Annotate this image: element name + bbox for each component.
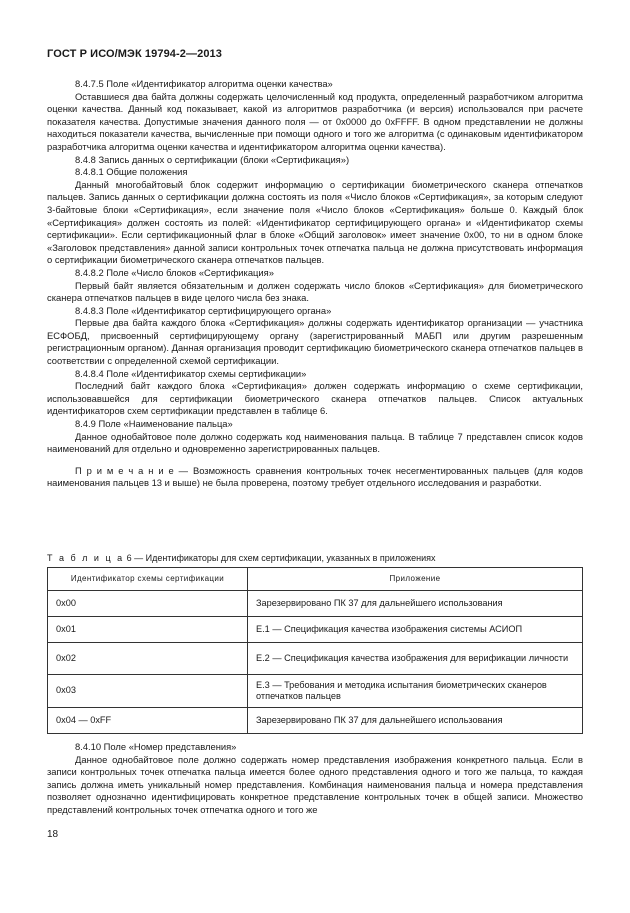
table-cell-identifier: 0x01 — [48, 617, 248, 643]
table-cell-annex: Е.3 — Требования и методика испытания биометрических сканеров отпечатков пальцев — [248, 675, 583, 708]
table-cell-identifier: 0x00 — [48, 591, 248, 617]
section-heading-8-4-8-1: 8.4.8.1 Общие положения — [75, 166, 188, 178]
table-row — [48, 675, 583, 708]
table-cell-annex: Е.2 — Спецификация качества изображения для верификации личности — [248, 643, 583, 675]
section-heading-8-4-8: 8.4.8 Запись данных о сертификации (блоки «Сертификация») — [75, 153, 350, 165]
table-caption-label: Т а б л и ц а — [47, 553, 125, 563]
table-row — [48, 591, 583, 617]
section-heading-8-4-9: 8.4.9 Поле «Наименование пальца» — [75, 418, 233, 430]
table-cell-identifier: 0x04 — 0xFF — [48, 708, 248, 734]
note — [47, 465, 583, 490]
paragraph: Последний байт каждого блока «Сертификация» должен содержать информацию о схеме сертификации, использовавшейся для сертификации биометрического сканера отпечатков пальцев. Список актуальных идентификаторов схем сертификации представлен в таблице 6. — [47, 380, 583, 417]
table-row — [48, 643, 583, 675]
table-cell-annex: Е.1 — Спецификация качества изображения системы АСИОП — [248, 617, 583, 643]
section-heading-8-4-8-2: 8.4.8.2 Поле «Число блоков «Сертификация» — [75, 266, 274, 278]
table-header-row — [48, 568, 583, 591]
page-number: 18 — [47, 829, 59, 840]
note-text: — Возможность сравнения контрольных точек несегментированных пальцев (для кодов наименования пальцев 13 и выше) не была проверена, поэтому требует отдельного исследования и разработки. — [47, 464, 583, 489]
paragraph: Первые два байта каждого блока «Сертификация» должны содержать идентификатор организации — участника ЕСФОБД, присвоенный сертифицирующему органу (зарегистрированный МАБП или другим разрешенным регистрационным органом). Данная организация проводит сертификацию биометрического сканера отпечатков пальцев в соответствии с определенной схемой сертификации. — [47, 317, 583, 367]
section-heading-8-4-10: 8.4.10 Поле «Номер представления» — [75, 741, 237, 752]
table-cell-identifier: 0x02 — [48, 643, 248, 675]
section-heading-8-4-8-3: 8.4.8.3 Поле «Идентификатор сертифицирующего органа» — [75, 304, 332, 316]
section-heading-8-4-7-5: 8.4.7.5 Поле «Идентификатор алгоритма оценки качества» — [75, 78, 333, 89]
certification-scheme-table — [47, 567, 583, 734]
table-cell-annex: Зарезервировано ПК 37 для дальнейшего использования — [248, 708, 583, 734]
paragraph: Оставшиеся два байта должны содержать целочисленный код продукта, определенный разработчиком алгоритма оценки качества. Данный код показывает, какой из алгоритмов разработчика (и версия) использовался при расчете показателя качества. Допустимые значения данного поля — от 0x0000 до 0xFFFF. В одном представлении не должны находиться показатели качества, вычисленные при помощи одного и того же алгоритма (с одинаковым идентификатором разработчика алгоритма оценки качества и идентификатором алгоритма оценки качества). — [47, 90, 583, 152]
table-cell-annex: Зарезервировано ПК 37 для дальнейшего использования — [248, 591, 583, 617]
table-caption — [47, 552, 583, 564]
table-row — [48, 617, 583, 643]
paragraph: Данное однобайтовое поле должно содержать номер представления изображения конкретного пальца. Если в записи контрольных точек отпечатка пальца имеется более одного представления одного и того же пальца, то каждая запись должна иметь уникальный номер представления. Комбинация наименования пальца и номера представления позволяет однозначно идентифицировать конкретное представление контрольных точек в общей записи. Множество представлений контрольных точек отпечатка одного и того же — [47, 753, 583, 815]
note-label: П р и м е ч а н и е — [75, 464, 174, 476]
document-header: ГОСТ Р ИСО/МЭК 19794-2—2013 — [47, 48, 222, 60]
paragraph: Данное однобайтовое поле должно содержать код наименования пальца. В таблице 7 представлен список кодов наименований для отдельно и одновременно зарегистрированных пальцев. — [47, 430, 583, 455]
paragraph: Первый байт является обязательным и должен содержать число блоков «Сертификация» для биометрического сканера отпечатков пальцев в виде целого числа без знака. — [47, 279, 583, 304]
table-cell-identifier: 0x03 — [48, 675, 248, 708]
section-heading-8-4-8-4: 8.4.8.4 Поле «Идентификатор схемы сертификации» — [75, 367, 307, 379]
column-header-annex: Приложение — [248, 568, 583, 591]
main-text — [47, 78, 583, 490]
paragraph: Данный многобайтовый блок содержит информацию о сертификации биометрического сканера отпечатков пальцев. Запись данных о сертификации должна состоять из поля «Число блоков «Сертификация», за которым следуют 3-байтовые блоки «Сертификация», если значение поля «Число блоков «Сертификация» больше 0. Каждый блок «Сертификация» должен состоять из полей: «Идентификатор сертифицирующего органа» и «Идентификатор схемы сертификации». Если сертификационный флаг в блоке «Общий заголовок» имеет значение 0x00, то ни в одном блоке «Заголовок представления» данной записи контрольных точек отпечатка пальца не должна присутствовать информация о сертификации биометрического сканера отпечатков пальцев. — [47, 178, 583, 266]
column-header-identifier: Идентификатор схемы сертификации — [48, 568, 248, 591]
main-text-continued — [47, 741, 583, 817]
table-caption-text: 6 — Идентификаторы для схем сертификации, указанных в приложениях — [124, 553, 436, 563]
table-row — [48, 708, 583, 734]
